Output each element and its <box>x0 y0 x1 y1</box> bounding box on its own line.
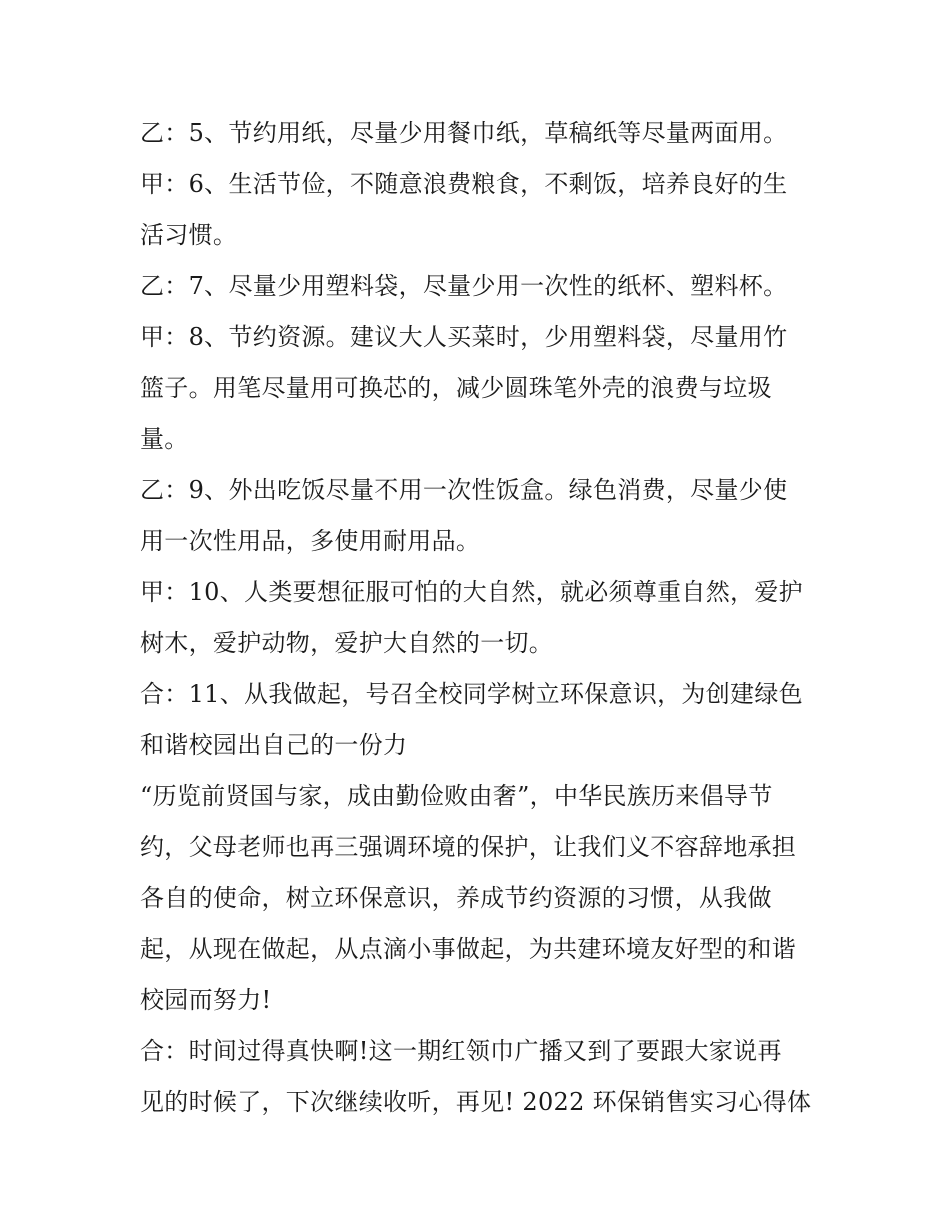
text-line: 约，父母老师也再三强调环境的保护，让我们义不容辞地承担 <box>140 833 797 861</box>
text-line: 校园而努力! <box>140 986 272 1014</box>
text-line: 乙：9、外出吃饭尽量不用一次性饭盒。绿色消费，尽量少使 <box>140 476 788 504</box>
text-line: 甲：10、人类要想征服可怕的大自然，就必须尊重自然，爱护 <box>140 578 803 606</box>
text-line: “历览前贤国与家，成由勤俭败由奢”，中华民族历来倡导节 <box>140 782 773 810</box>
text-line: 乙：7、尽量少用塑料袋，尽量少用一次性的纸杯、塑料杯。 <box>140 272 788 300</box>
text-line: 合：11、从我做起，号召全校同学树立环保意识，为创建绿色 <box>140 680 803 708</box>
text-line: 起，从现在做起，从点滴小事做起，为共建环境友好型的和谐 <box>140 935 797 963</box>
text-line: 乙：5、节约用纸，尽量少用餐巾纸，草稿纸等尽量两面用。 <box>140 119 788 147</box>
text-line: 合：时间过得真快啊!这一期红领巾广播又到了要跟大家说再 <box>140 1037 782 1065</box>
text-line: 甲：6、生活节俭，不随意浪费粮食，不剩饭，培养良好的生 <box>140 170 788 198</box>
text-line: 树木，爱护动物，爱护大自然的一切。 <box>140 629 554 657</box>
text-line: 各自的使命，树立环保意识，养成节约资源的习惯，从我做 <box>140 884 772 912</box>
text-line: 和谐校园出自己的一份力 <box>140 731 408 759</box>
text-line: 甲：8、节约资源。建议大人买菜时，少用塑料袋，尽量用竹 <box>140 323 788 351</box>
text-line: 活习惯。 <box>140 221 238 249</box>
text-line: 用一次性用品，多使用耐用品。 <box>140 527 481 555</box>
text-line: 量。 <box>140 425 189 453</box>
document-page <box>140 108 820 1128</box>
text-line: 见的时候了，下次继续收听，再见! 2022 环保销售实习心得体 <box>140 1088 812 1116</box>
text-line: 篮子。用笔尽量用可换芯的，减少圆珠笔外壳的浪费与垃圾 <box>140 374 772 402</box>
